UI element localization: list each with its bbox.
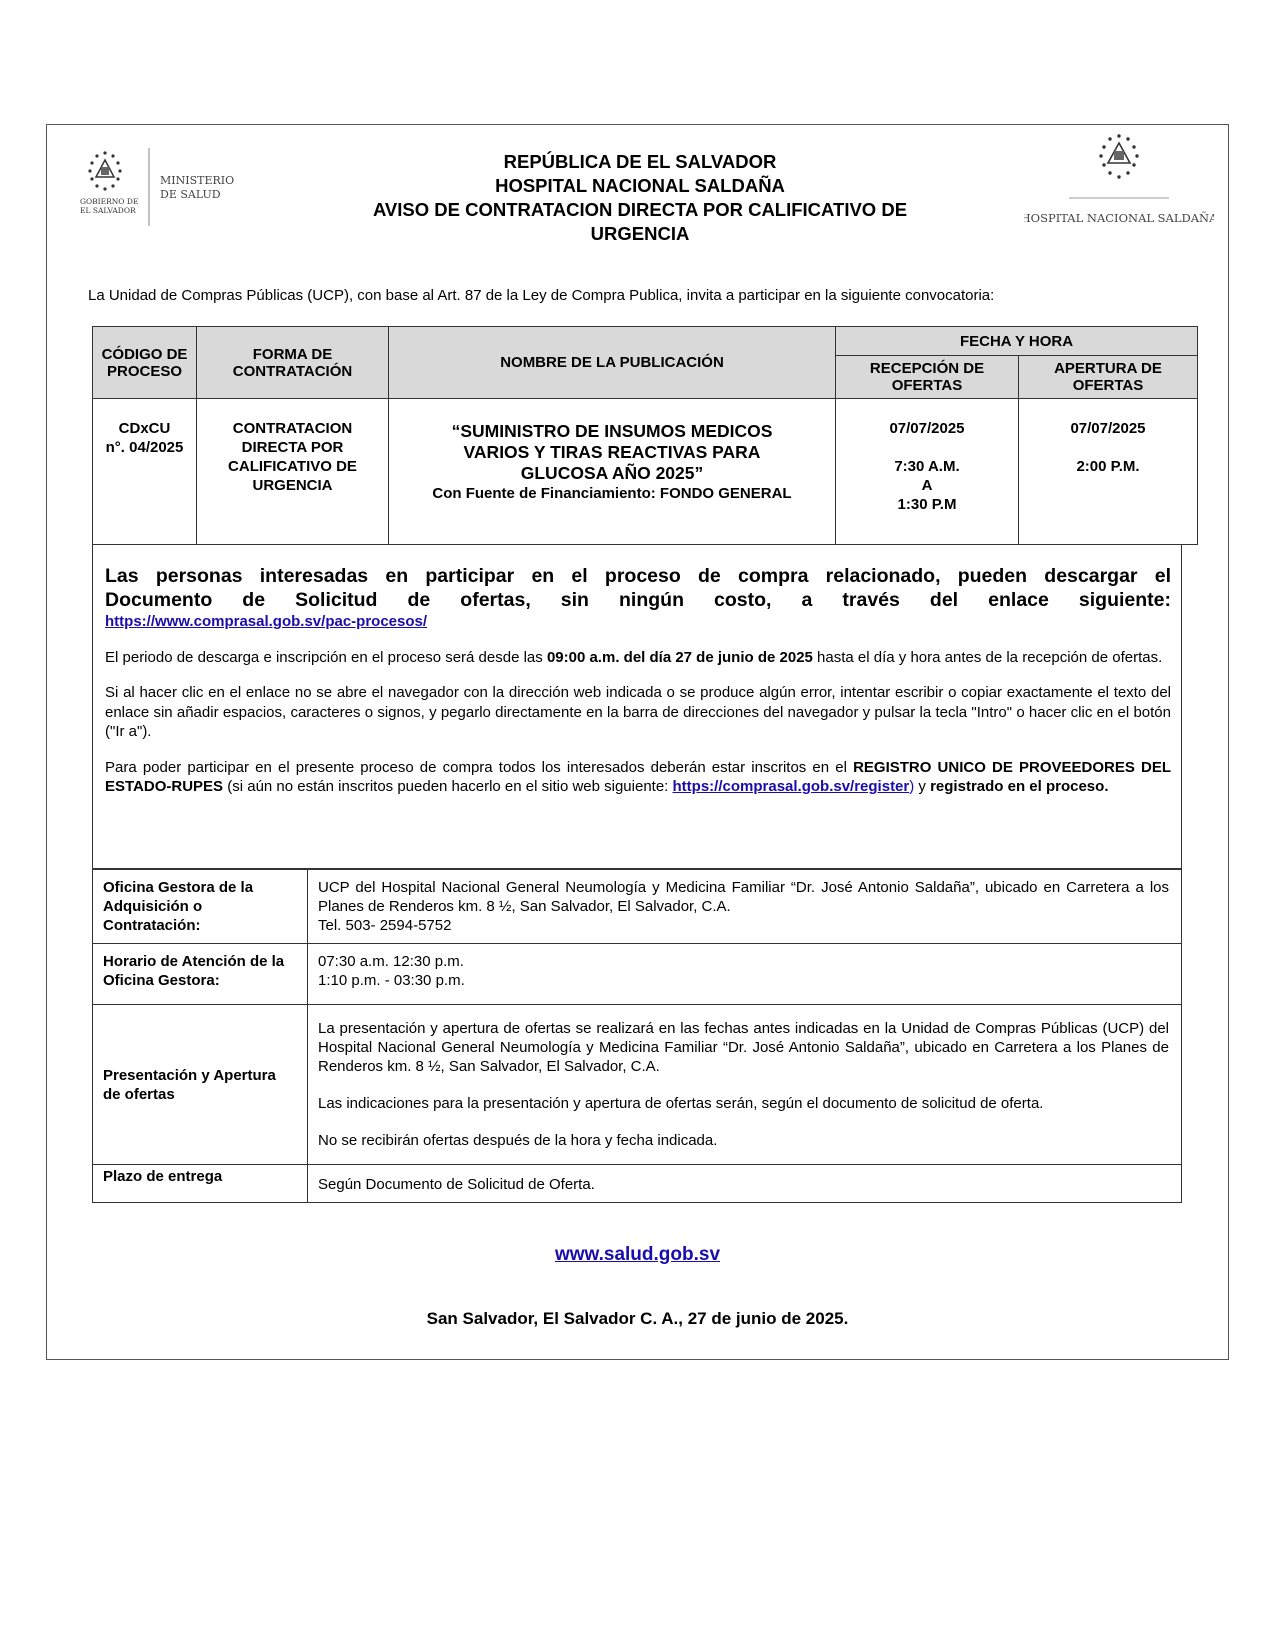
title-line: REPÚBLICA DE EL SALVADOR xyxy=(503,151,777,172)
funding-source: Con Fuente de Financiamiento: FONDO GENERAL xyxy=(432,485,792,502)
salud-site-link[interactable]: www.salud.gob.sv xyxy=(554,1244,721,1265)
lead-line-2: Documento de Solicitud de ofertas, sin ningún costo, a través del enlace siguiente: xyxy=(105,589,1171,611)
detail-value: UCP del Hospital Nacional General Neumología y Medicina Familiar “Dr. José Antonio Saldaña”, ubicado en Carretera a los Planes de Renderos km. 8 ½, San Salvador, El Salvador, C.A. Tel. 503- 2594-5752 xyxy=(308,870,1182,944)
coat-of-arms-icon xyxy=(80,148,250,230)
title-line: HOSPITAL NACIONAL SALDAÑA xyxy=(495,175,785,196)
header-apertura: APERTURA DE OFERTAS xyxy=(1019,356,1198,399)
svg-text:HOSPITAL NACIONAL SALDAÑA: HOSPITAL NACIONAL SALDAÑA xyxy=(1024,211,1214,225)
page-title xyxy=(300,150,980,246)
coat-of-arms-icon xyxy=(1024,132,1214,232)
rupes-text: Para poder participar en el presente proceso de compra todos los interesados deberán estar inscritos en el REGISTRO UNICO DE PROVEEDORES DEL ESTADO-RUPES (si aún no están inscritos pueden hacerlo en el sitio web siguiente: https://comprasal.gob.sv/register) y registrado en el proceso. xyxy=(105,758,1172,795)
svg-text:MINISTERIO: MINISTERIO xyxy=(160,174,235,187)
detail-label: Presentación y Apertura de ofertas xyxy=(93,1005,308,1165)
title-line: AVISO DE CONTRATACION DIRECTA POR CALIFICATIVO DE xyxy=(372,199,908,220)
footer-site xyxy=(0,1244,1275,1266)
detail-label: Horario de Atención de la Oficina Gestora: xyxy=(93,944,308,1005)
cell-apertura: 07/07/2025 2:00 P.M. xyxy=(1019,399,1198,545)
intro-text: La Unidad de Compras Públicas (UCP), con base al Art. 87 de la Ley de Compra Publica, invita a participar en la siguiente convocatoria: xyxy=(88,287,995,304)
comprasal-procesos-link[interactable]: https://www.comprasal.gob.sv/pac-procesos/ xyxy=(105,613,428,630)
help-text: Si al hacer clic en el enlace no se abre el navegador con la dirección web indicada o se produce algún error, intentar escribir o copiar exactamente el texto del enlace sin añadir espacios, caracteres o signos, y pegarlo directamente en la barra de direcciones del navegador y pulsar la tecla "Intro" o hacer clic en el botón ("Ir a"). xyxy=(105,684,1171,740)
svg-text:DE SALUD: DE SALUD xyxy=(160,188,221,201)
table-row xyxy=(93,1165,1182,1203)
detail-label: Oficina Gestora de la Adquisición o Contratación: xyxy=(93,870,308,944)
title-line: URGENCIA xyxy=(590,223,690,244)
detail-value: La presentación y apertura de ofertas se realizará en las fechas antes indicadas en la Unidad de Compras Públicas (UCP) del Hospital Nacional General Neumología y Medicina Familiar “Dr. José Antonio Saldaña”, ubicado en Carretera a los Planes de Renderos km. 8 ½, San Salvador, El Salvador, C.A. Las indicaciones para la presentación y apertura de ofertas serán, según el documento de solicitud de oferta. No se recibirán ofertas después de la hora y fecha indicada. xyxy=(308,1005,1182,1165)
info-box xyxy=(92,544,1182,869)
table-row xyxy=(93,944,1182,1005)
svg-text:EL SALVADOR: EL SALVADOR xyxy=(80,206,136,215)
table-row xyxy=(93,1005,1182,1165)
header-recepcion: RECEPCIÓN DE OFERTAS xyxy=(836,356,1019,399)
detail-value: Según Documento de Solicitud de Oferta. xyxy=(308,1165,1182,1203)
download-period: El periodo de descarga e inscripción en el proceso será desde las 09:00 a.m. del día 27 de junio de 2025 hasta el día y hora antes de la recepción de ofertas. xyxy=(105,648,1163,666)
svg-text:GOBIERNO DE: GOBIERNO DE xyxy=(80,197,139,206)
cell-nombre: “SUMINISTRO DE INSUMOS MEDICOS VARIOS Y TIRAS REACTIVAS PARA GLUCOSA AÑO 2025” Con Fuente de Financiamiento: FONDO GENERAL xyxy=(389,399,836,545)
table-row xyxy=(93,870,1182,944)
details-table xyxy=(92,869,1182,1203)
cell-forma: CONTRATACION DIRECTA POR CALIFICATIVO DE URGENCIA xyxy=(197,399,389,545)
place-date: San Salvador, El Salvador C. A., 27 de junio de 2025. xyxy=(426,1309,849,1328)
detail-label: Plazo de entrega xyxy=(93,1165,308,1203)
header-codigo: CÓDIGO DE PROCESO xyxy=(93,327,197,399)
comprasal-register-link[interactable]: https://comprasal.gob.sv/register xyxy=(672,778,910,795)
cell-recepcion: 07/07/2025 7:30 A.M. A 1:30 P.M xyxy=(836,399,1019,545)
hospital-saldana-logo xyxy=(1024,132,1214,232)
cell-codigo: CDxCU n°. 04/2025 xyxy=(93,399,197,545)
header-nombre: NOMBRE DE LA PUBLICACIÓN xyxy=(389,327,836,399)
lead-line-1: Las personas interesadas en participar en el proceso de compra relacionado, pueden descargar el xyxy=(105,565,1171,587)
detail-value: 07:30 a.m. 12:30 p.m. 1:10 p.m. - 03:30 p.m. xyxy=(308,944,1182,1005)
header-forma: FORMA DE CONTRATACIÓN xyxy=(197,327,389,399)
ministerio-salud-logo xyxy=(80,148,250,230)
header-fecha-hora: FECHA Y HORA xyxy=(836,327,1198,356)
process-table xyxy=(92,326,1198,545)
